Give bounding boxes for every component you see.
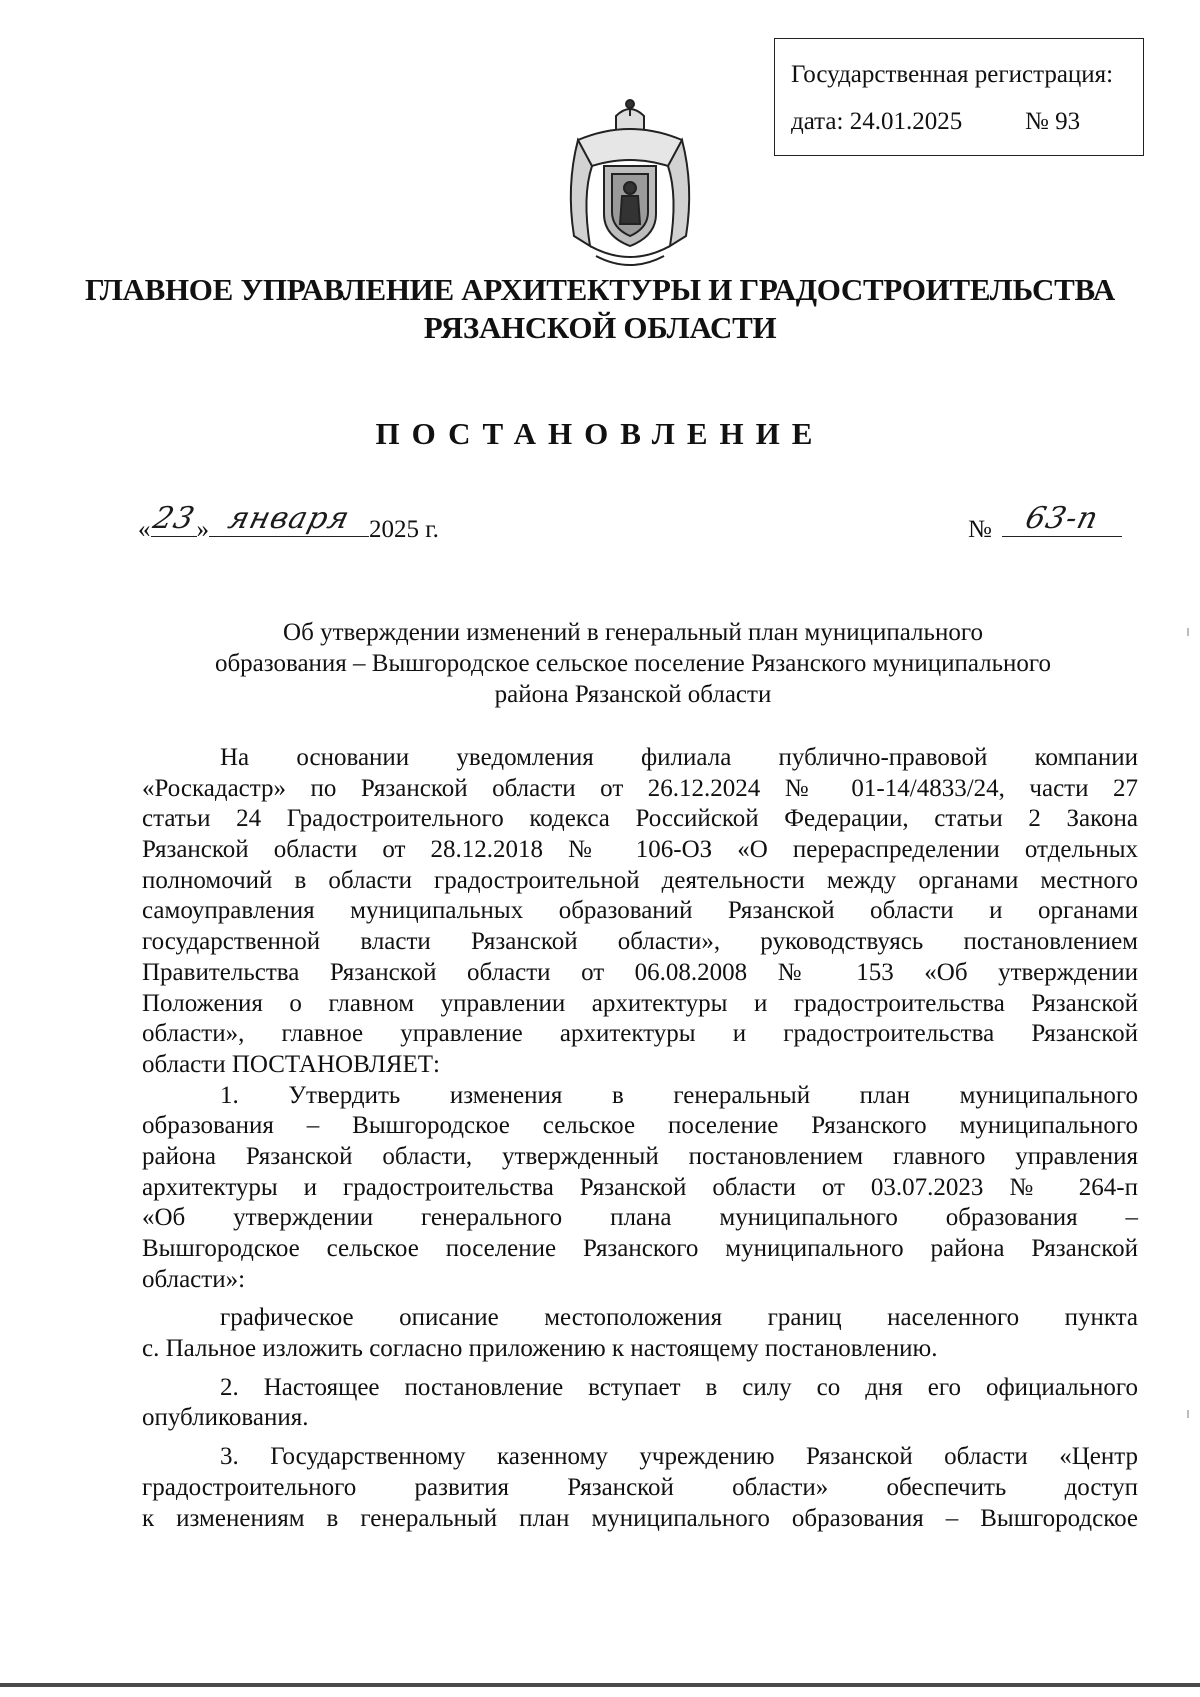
document-type: ПОСТАНОВЛЕНИЕ [375, 416, 825, 451]
body-line: Рязанской области от 28.12.2018 № 106-ОЗ «О перераспределении отдельных [142, 836, 1138, 864]
item-1-sub-line: с. Пальное изложить согласно приложению к настоящему постановлению. [142, 1335, 938, 1363]
organization-name-line-2: РЯЗАНСКОЙ ОБЛАСТИ [423, 310, 777, 345]
item-1-line: архитектуры и градостроительства Рязанской области от 03.07.2023 № 264-п [142, 1173, 1138, 1201]
number-blank [1002, 501, 1122, 537]
document-body [142, 743, 1138, 1534]
year-text: 2025 г. [369, 516, 439, 543]
body-line: «Роскадастр» по Рязанской области от 26.12.2024 № 01-14/4833/24, части 27 [142, 774, 1138, 802]
item-1-line: «Об утверждении генерального плана муниципального образования – [142, 1204, 1138, 1232]
subject-line: района Рязанской области [494, 681, 772, 708]
item-1-sub-line: графическое описание местоположения границ населенного пункта [220, 1304, 1138, 1332]
item-1-line: образования – Вышгородское сельское поселение Рязанского муниципального [142, 1112, 1138, 1140]
item-1-line: района Рязанской области, утвержденный постановлением главного управления [142, 1142, 1138, 1170]
document-subject [138, 617, 1128, 710]
subject-line: Об утверждении изменений в генеральный план муниципального [283, 619, 983, 646]
open-quote: « [138, 516, 151, 543]
item-3-line: градостроительного развития Рязанской области» обеспечить доступ [142, 1473, 1138, 1501]
handwritten-month: января [224, 501, 354, 536]
body-line: На основании уведомления филиала публично-правовой компании [220, 744, 1138, 771]
handwritten-day: 23 [149, 501, 199, 536]
body-line: Правительства Рязанской области от 06.08.2008 № 153 «Об утверждении [142, 958, 1138, 986]
page-bottom-edge [0, 1683, 1200, 1687]
body-line: статьи 24 Градостроительного кодекса Российской Федерации, статьи 2 Закона [142, 805, 1138, 833]
body-line: Положения о главном управлении архитектуры и градостроительства Рязанской [142, 989, 1138, 1017]
registration-title: Государственная регистрация: [791, 61, 1114, 88]
coat-of-arms-icon [556, 96, 704, 274]
body-line: самоуправления муниципальных образований Рязанской области и органами [142, 897, 1138, 925]
close-quote: » [196, 516, 209, 543]
number-label: № [968, 516, 992, 543]
scan-artifact [1187, 628, 1189, 636]
registration-stamp [774, 38, 1144, 156]
month-blank [209, 501, 369, 537]
handwritten-number: 63-п [1021, 501, 1103, 536]
body-line: области», главное управление архитектуры и градостроительства Рязанской [142, 1020, 1138, 1048]
organization-name-line-1: ГЛАВНОЕ УПРАВЛЕНИЕ АРХИТЕКТУРЫ И ГРАДОСТРОИТЕЛЬСТВА [84, 272, 1115, 307]
day-blank [149, 501, 199, 537]
body-line: области ПОСТАНОВЛЯЕТ: [142, 1050, 440, 1078]
registration-number: № 93 [1025, 108, 1081, 135]
item-2-line: 2. Настоящее постановление вступает в силу со дня его официального [220, 1373, 1138, 1401]
body-line: полномочий в области градостроительной деятельности между органами местного [142, 866, 1138, 894]
item-3-line: к изменениям в генеральный план муниципального образования – Вышгородское [142, 1504, 1138, 1532]
scan-artifact [1187, 1410, 1189, 1418]
body-line: государственной власти Рязанской области», руководствуясь постановлением [142, 928, 1138, 956]
item-1-line: области»: [142, 1265, 246, 1293]
item-3-line: 3. Государственному казенному учреждению Рязанской области «Центр [220, 1443, 1138, 1471]
document-date [138, 501, 439, 543]
subject-line: образования – Вышгородское сельское поселение Рязанского муниципального [214, 650, 1052, 677]
document-number [968, 501, 1122, 543]
item-1-line: 1. Утвердить изменения в генеральный план муниципального [220, 1081, 1138, 1109]
item-2-line: опубликования. [142, 1404, 309, 1432]
item-1-line: Вышгородское сельское поселение Рязанского муниципального района Рязанской [142, 1235, 1138, 1262]
registration-date: дата: 24.01.2025 [791, 108, 963, 135]
